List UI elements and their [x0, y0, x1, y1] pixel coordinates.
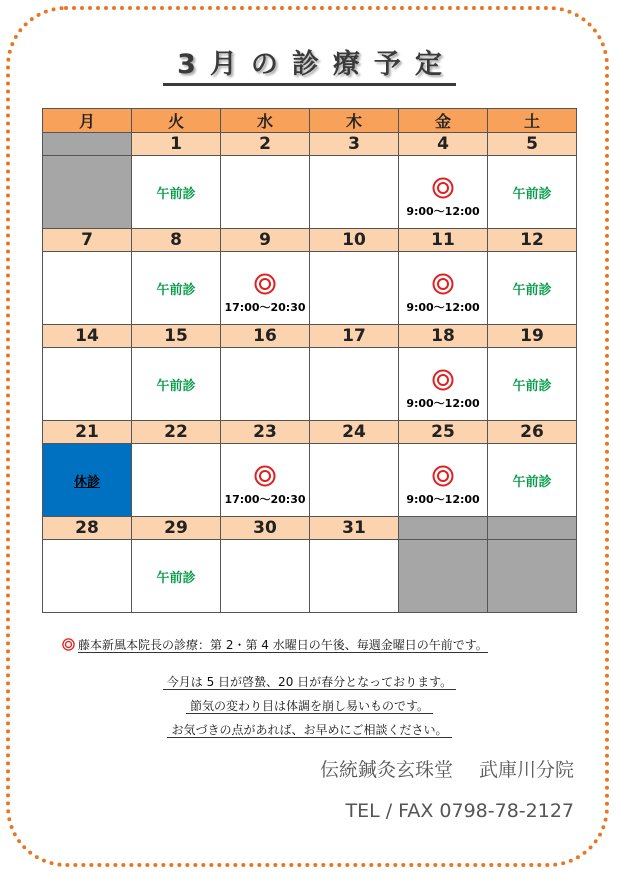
- day-cell: [132, 444, 221, 517]
- date-row: [43, 229, 577, 252]
- date-row: [43, 133, 577, 156]
- morning-label: 午前診: [512, 378, 552, 394]
- day-cell: [310, 444, 399, 517]
- day-cell: [221, 156, 310, 229]
- date-cell: 12: [488, 229, 577, 252]
- day-cell: [43, 252, 132, 325]
- date-cell: 31: [310, 517, 399, 540]
- date-cell-empty: [488, 517, 577, 540]
- double-circle-icon: [432, 369, 454, 391]
- date-cell: 9: [221, 229, 310, 252]
- day-cell: [221, 348, 310, 421]
- director-note: [62, 636, 488, 653]
- day-cell: [132, 252, 221, 325]
- closed-day-cell: [43, 444, 132, 517]
- time-label: 9:00～12:00: [406, 205, 480, 218]
- time-label: 9:00～12:00: [406, 493, 480, 506]
- time-label: 17:00～20:30: [224, 493, 306, 506]
- weekday-tue: 火: [132, 109, 221, 133]
- date-cell: 25: [399, 421, 488, 444]
- date-cell: 18: [399, 325, 488, 348]
- day-cell: [310, 348, 399, 421]
- date-cell: 26: [488, 421, 577, 444]
- weekday-header: [43, 109, 577, 133]
- tel-fax: TEL / FAX 0798-78-2127: [345, 800, 574, 822]
- weekday-fri: 金: [399, 109, 488, 133]
- day-cell: [310, 252, 399, 325]
- date-cell: 10: [310, 229, 399, 252]
- weekday-wed: 水: [221, 109, 310, 133]
- double-circle-icon: [254, 465, 276, 487]
- date-cell: 8: [132, 229, 221, 252]
- day-cell-empty: [43, 156, 132, 229]
- schedule-row: [43, 252, 577, 325]
- message-line: 節気の変わり目は体調を崩し易いものです。: [0, 697, 619, 714]
- date-cell: 1: [132, 133, 221, 156]
- date-cell: 5: [488, 133, 577, 156]
- double-circle-icon: [432, 465, 454, 487]
- date-cell: 30: [221, 517, 310, 540]
- date-cell: 14: [43, 325, 132, 348]
- day-cell: [399, 348, 488, 421]
- date-row: [43, 421, 577, 444]
- time-label: 9:00～12:00: [406, 397, 480, 410]
- message-line: お気づきの点があれば、お早めにご相談ください。: [0, 721, 619, 738]
- day-cell: [488, 444, 577, 517]
- day-cell: [221, 444, 310, 517]
- date-cell-empty: [43, 133, 132, 156]
- day-cell: [43, 348, 132, 421]
- morning-label: 午前診: [512, 474, 552, 490]
- day-cell-empty: [399, 540, 488, 613]
- date-cell: 22: [132, 421, 221, 444]
- schedule-row: [43, 156, 577, 229]
- day-cell: [488, 156, 577, 229]
- date-cell: 4: [399, 133, 488, 156]
- date-cell: 28: [43, 517, 132, 540]
- double-circle-icon: [432, 273, 454, 295]
- date-cell: 15: [132, 325, 221, 348]
- date-cell: 2: [221, 133, 310, 156]
- day-cell: [221, 252, 310, 325]
- time-label: 9:00～12:00: [406, 301, 480, 314]
- date-cell: 17: [310, 325, 399, 348]
- date-cell-empty: [399, 517, 488, 540]
- double-circle-icon: [254, 273, 276, 295]
- day-cell: [221, 540, 310, 613]
- date-cell: 3: [310, 133, 399, 156]
- time-label: 17:00～20:30: [224, 301, 306, 314]
- morning-label: 午前診: [512, 186, 552, 202]
- double-circle-icon: [432, 177, 454, 199]
- morning-label: 午前診: [156, 186, 196, 202]
- day-cell: [43, 540, 132, 613]
- date-cell: 23: [221, 421, 310, 444]
- closed-label: 休診: [73, 474, 100, 490]
- day-cell: [399, 252, 488, 325]
- schedule-row: [43, 348, 577, 421]
- weekday-sat: 土: [488, 109, 577, 133]
- date-cell: 29: [132, 517, 221, 540]
- weekday-thu: 木: [310, 109, 399, 133]
- morning-label: 午前診: [156, 570, 196, 586]
- double-circle-icon: [62, 638, 75, 651]
- director-note-text: 藤本新風本院長の診療：第 2・第 4 水曜日の午後、毎週金曜日の午前です。: [78, 638, 488, 652]
- clinic-name: 伝統鍼灸玄珠堂 武庫川分院: [319, 759, 574, 781]
- day-cell: [310, 156, 399, 229]
- day-cell: [310, 540, 399, 613]
- day-cell: [399, 444, 488, 517]
- day-cell: [488, 348, 577, 421]
- weekday-mon: 月: [43, 109, 132, 133]
- schedule-row: [43, 540, 577, 613]
- date-cell: 16: [221, 325, 310, 348]
- morning-label: 午前診: [156, 282, 196, 298]
- date-cell: 7: [43, 229, 132, 252]
- page-title: 3月の診療予定: [0, 42, 619, 86]
- day-cell: [132, 540, 221, 613]
- day-cell: [488, 252, 577, 325]
- day-cell: [132, 348, 221, 421]
- date-cell: 21: [43, 421, 132, 444]
- date-cell: 19: [488, 325, 577, 348]
- date-cell: 11: [399, 229, 488, 252]
- date-row: [43, 325, 577, 348]
- morning-label: 午前診: [512, 282, 552, 298]
- day-cell-empty: [488, 540, 577, 613]
- calendar: [42, 108, 577, 613]
- date-cell: 24: [310, 421, 399, 444]
- day-cell: [132, 156, 221, 229]
- schedule-row: [43, 444, 577, 517]
- date-row: [43, 517, 577, 540]
- morning-label: 午前診: [156, 378, 196, 394]
- day-cell: [399, 156, 488, 229]
- message-line: 今月は 5 日が啓蟄、20 日が春分となっております。: [0, 673, 619, 690]
